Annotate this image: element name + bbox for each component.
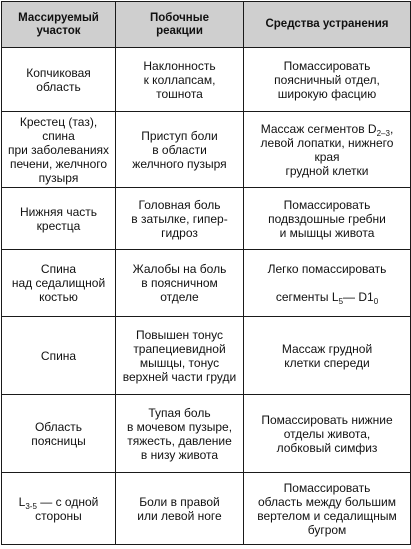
table-row (2, 317, 411, 395)
cell-remedy: Помассировать подвздошные гребни и мышцы живота (244, 188, 411, 250)
massage-table (1, 1, 411, 545)
cell-remedy: Помассировать поясничный отдел, широкую фасцию (244, 48, 411, 112)
table-row (2, 112, 411, 188)
cell-reaction: Боли в правой или левой ноге (116, 473, 244, 545)
header-reaction: Побочные реакции (116, 2, 244, 48)
cell-area: Спина (2, 317, 116, 395)
cell-reaction: Жалобы на боль в поясничном отделе (116, 250, 244, 317)
cell-area: Нижняя часть крестца (2, 188, 116, 250)
cell-reaction: Тупая боль в мочевом пузыре, тяжесть, давление в низу живота (116, 395, 244, 473)
cell-remedy: Помассировать область между большим вертелом и седалищным бугром (244, 473, 411, 545)
cell-reaction: Головная боль в затылке, гипер- гидроз (116, 188, 244, 250)
cell-remedy: Массаж сегментов $D_{2-3}$, левой лопатки, нижнего края грудной клетки (244, 112, 411, 188)
cell-area: Область поясницы (2, 395, 116, 473)
cell-remedy: Массаж грудной клетки спереди (244, 317, 411, 395)
table-row (2, 188, 411, 250)
cell-area: Копчиковая область (2, 48, 116, 112)
cell-reaction: Наклонность к коллапсам, тошнота (116, 48, 244, 112)
header-row (2, 2, 411, 48)
header-area: Массируемый участок (2, 2, 116, 48)
cell-area: $L_{3-5}$ — с одной стороны (2, 473, 116, 545)
cell-area: Спина над седалищной костью (2, 250, 116, 317)
table-row (2, 395, 411, 473)
cell-reaction: Повышен тонус трапециевидной мышцы, тонус верхней части груди (116, 317, 244, 395)
table-row (2, 250, 411, 317)
cell-area: Крестец (таз), спина при заболеваниях печени, желчного пузыря (2, 112, 116, 188)
cell-remedy: Легко помассировать сегменты $L_5—$ $D1_0$ (244, 250, 411, 317)
cell-reaction: Приступ боли в области желчного пузыря (116, 112, 244, 188)
header-remedy: Средства устранения (244, 2, 411, 48)
table-row (2, 473, 411, 545)
cell-remedy: Помассировать нижние отделы живота, лобковый симфиз (244, 395, 411, 473)
table-row (2, 48, 411, 112)
